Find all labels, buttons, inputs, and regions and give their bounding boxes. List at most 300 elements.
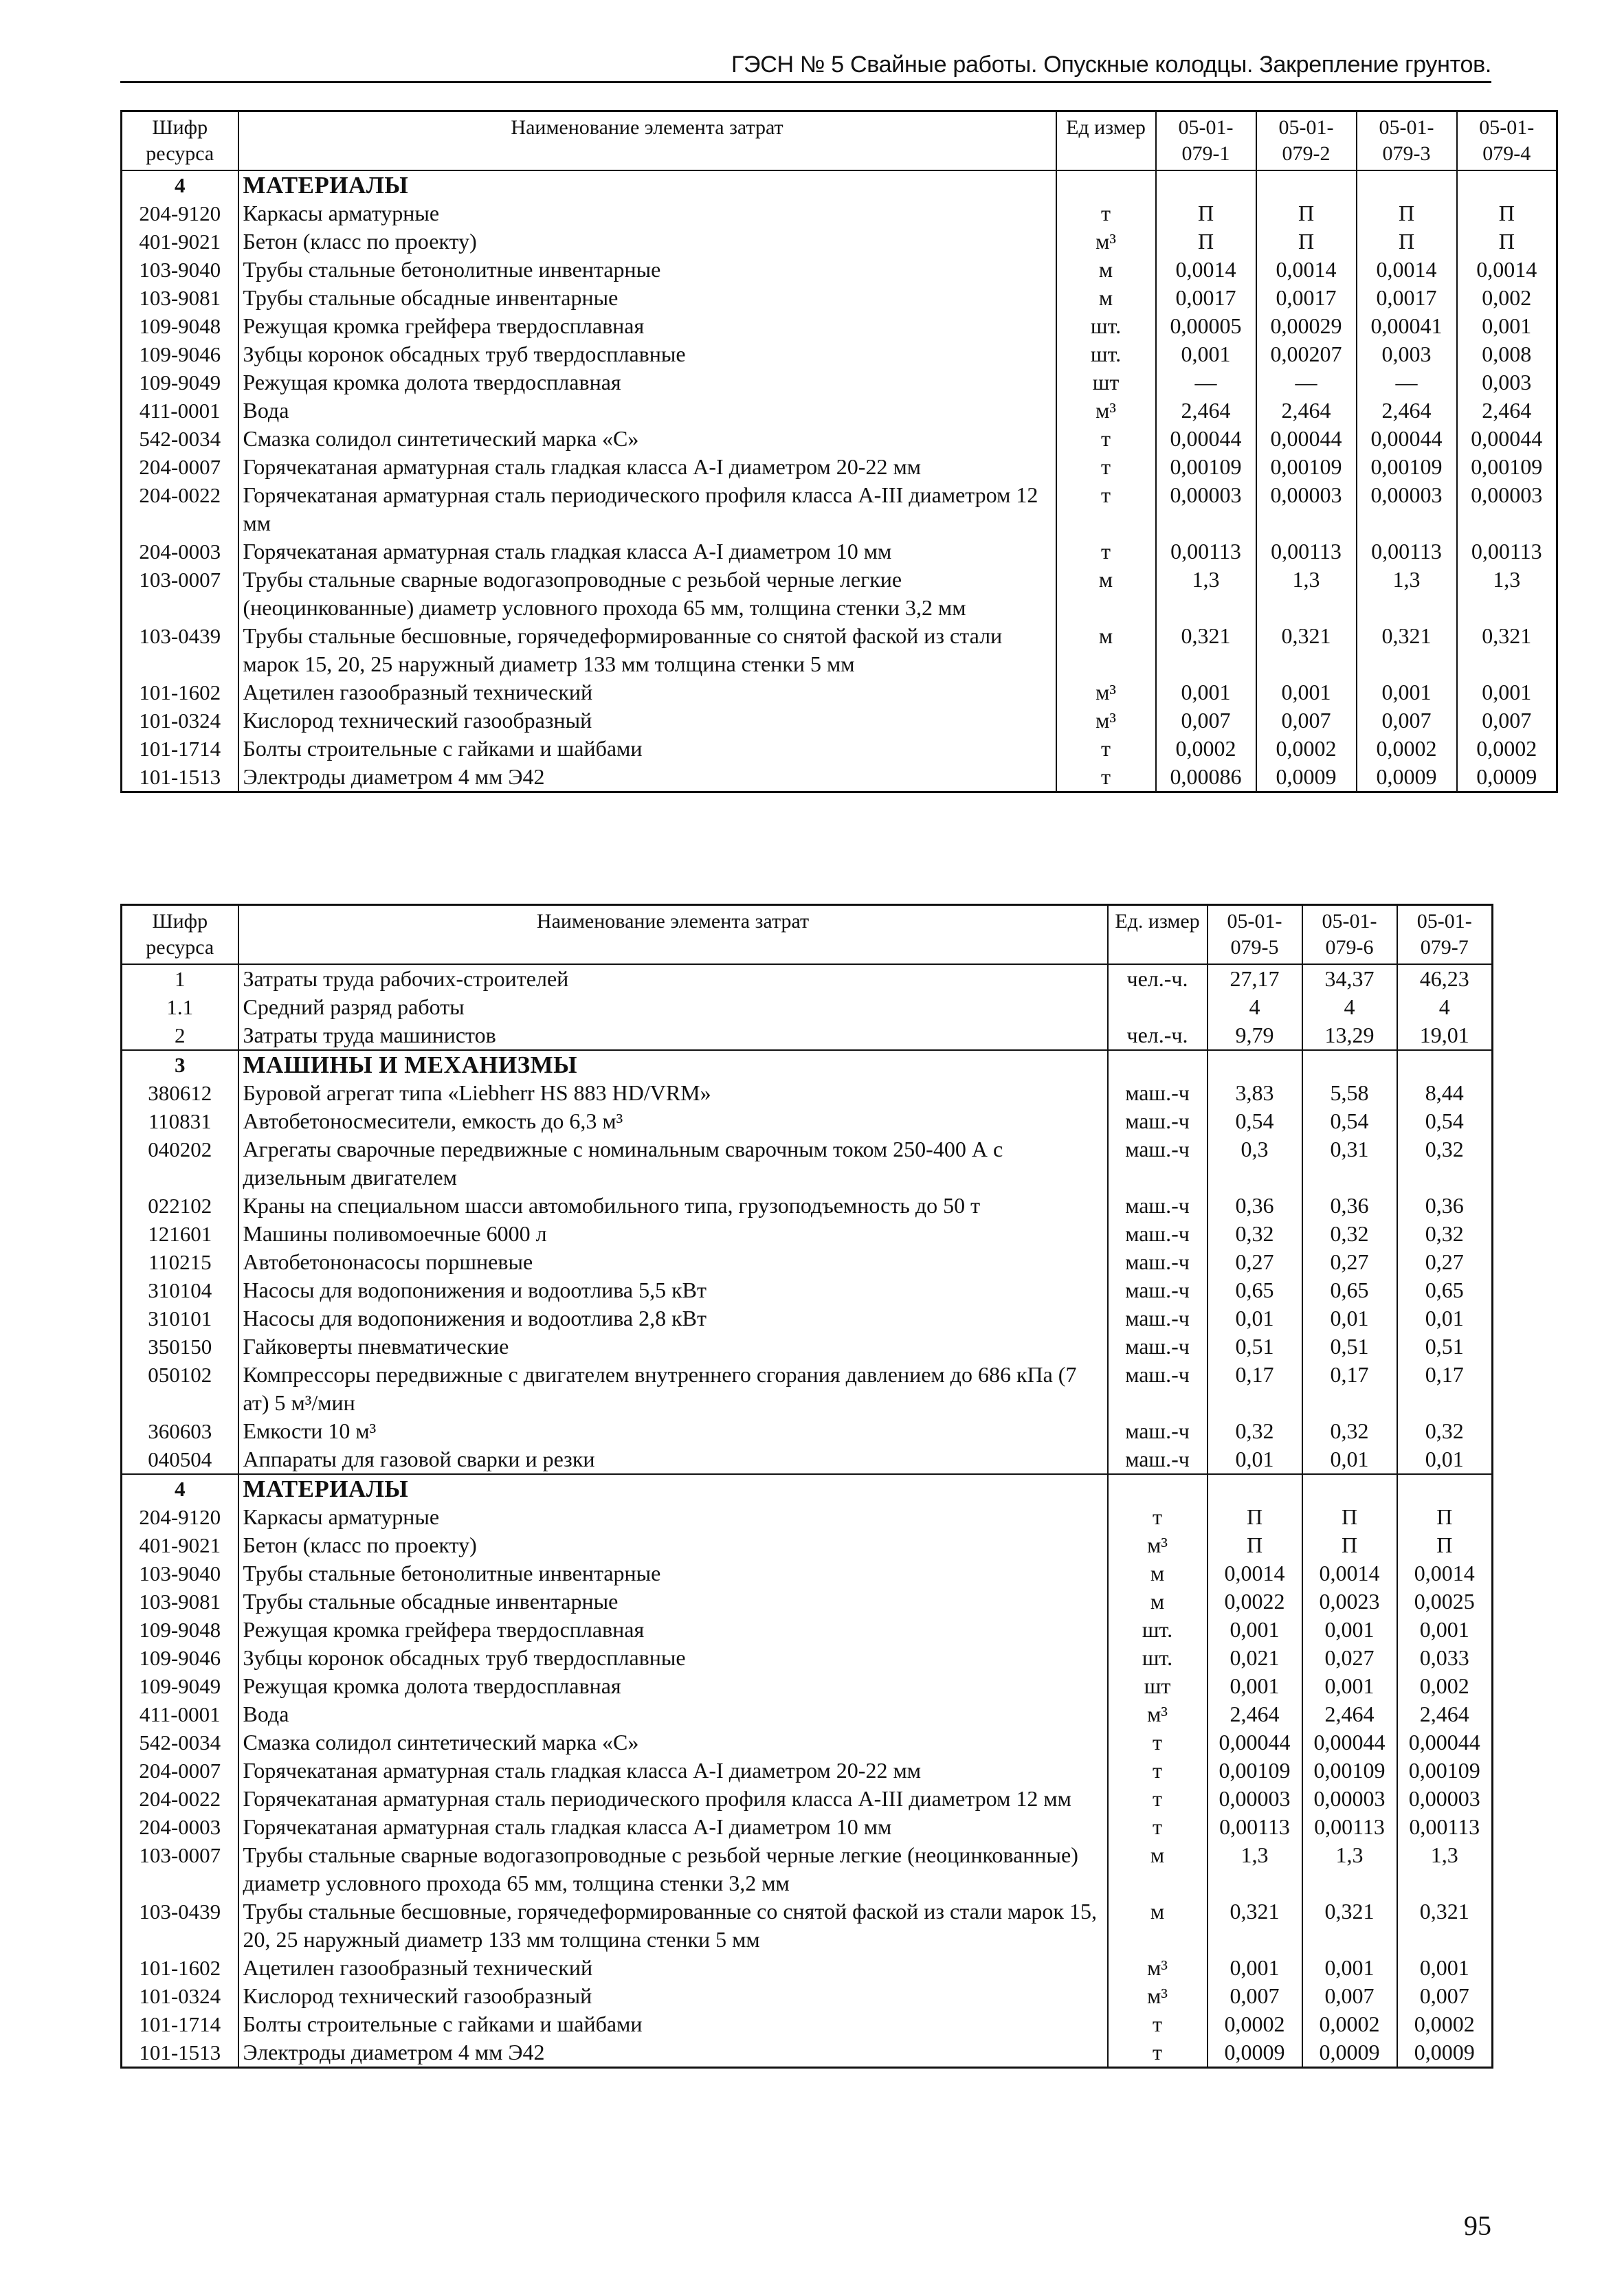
norm-value-cell: 0,007 xyxy=(1302,1982,1397,2010)
norm-value-cell: 4 xyxy=(1397,993,1493,1021)
norm-value-cell: 1,3 xyxy=(1208,1841,1302,1897)
cost-element-name-cell: Смазка солидол синтетический марка «С» xyxy=(238,425,1056,453)
norm-value-cell: 0,007 xyxy=(1208,1982,1302,2010)
norm-value-cell: 0,00113 xyxy=(1302,1813,1397,1841)
norm-value-cell: 0,51 xyxy=(1397,1333,1493,1361)
norm-value-cell: 0,0014 xyxy=(1357,256,1457,284)
unit-cell: т xyxy=(1056,763,1156,792)
table-row xyxy=(122,993,1493,1021)
unit-cell: м³ xyxy=(1108,1531,1208,1559)
table-row xyxy=(122,1757,1493,1785)
unit-cell: маш.-ч xyxy=(1108,1220,1208,1248)
resource-code-cell: 103-9040 xyxy=(122,256,238,284)
norm-value-cell: 3,83 xyxy=(1208,1079,1302,1107)
norm-value-cell: 0,00003 xyxy=(1457,481,1557,537)
resource-code-cell: 204-0007 xyxy=(122,453,238,481)
resource-code-cell: 401-9021 xyxy=(122,227,238,256)
resource-code-cell: 2 xyxy=(122,1021,238,1050)
norm-value-cell: 0,54 xyxy=(1208,1107,1302,1135)
norm-value-cell: 0,01 xyxy=(1302,1304,1397,1333)
resource-code-cell: 1 xyxy=(122,964,238,993)
norm-value-cell: 0,00003 xyxy=(1208,1785,1302,1813)
unit-cell: т xyxy=(1108,1503,1208,1531)
section-row xyxy=(122,1474,1493,1503)
unit-cell: т xyxy=(1108,1813,1208,1841)
cost-element-name-cell: Болты строительные с гайками и шайбами xyxy=(238,2010,1108,2038)
cost-element-name-cell: Вода xyxy=(238,1700,1108,1728)
norm-value-cell xyxy=(1208,1050,1302,1079)
resource-code-cell: 542-0034 xyxy=(122,425,238,453)
unit-cell: шт xyxy=(1108,1672,1208,1700)
header-norm-code: 05-01-079-2 xyxy=(1256,111,1357,171)
table-row xyxy=(122,1107,1493,1135)
norm-value-cell: П xyxy=(1457,199,1557,227)
unit-cell: маш.-ч xyxy=(1108,1445,1208,1474)
unit-cell: м xyxy=(1056,284,1156,312)
resource-code-cell: 204-0007 xyxy=(122,1757,238,1785)
norm-value-cell: 0,65 xyxy=(1302,1276,1397,1304)
table-row xyxy=(122,425,1557,453)
norm-value-cell: 13,29 xyxy=(1302,1021,1397,1050)
table-row xyxy=(122,706,1557,735)
table-row xyxy=(122,1220,1493,1248)
table-row xyxy=(122,1672,1493,1700)
cost-element-name-cell: Бетон (класс по проекту) xyxy=(238,1531,1108,1559)
norm-value-cell: 0,007 xyxy=(1397,1982,1493,2010)
table-row xyxy=(122,1531,1493,1559)
cost-element-name-cell: МАТЕРИАЛЫ xyxy=(238,170,1056,199)
norm-value-cell: 0,00113 xyxy=(1457,537,1557,566)
norm-value-cell: 0,31 xyxy=(1302,1135,1397,1192)
norm-value-cell: 1,3 xyxy=(1457,566,1557,622)
norm-value-cell: 0,54 xyxy=(1397,1107,1493,1135)
cost-element-name-cell: Трубы стальные обсадные инвентарные xyxy=(238,284,1056,312)
norm-value-cell: 0,001 xyxy=(1357,678,1457,706)
norm-value-cell: 0,001 xyxy=(1208,1672,1302,1700)
norm-value-cell: 0,01 xyxy=(1397,1445,1493,1474)
cost-element-name-cell: Болты строительные с гайками и шайбами xyxy=(238,735,1056,763)
norm-value-cell: 0,00044 xyxy=(1256,425,1357,453)
norm-value-cell: 0,001 xyxy=(1397,1616,1493,1644)
norm-value-cell: 4 xyxy=(1208,993,1302,1021)
norm-value-cell: 0,321 xyxy=(1208,1897,1302,1954)
norm-value-cell: 0,001 xyxy=(1457,678,1557,706)
norm-value-cell: 0,17 xyxy=(1302,1361,1397,1417)
unit-cell: т xyxy=(1056,481,1156,537)
table-header-row xyxy=(122,905,1493,965)
resource-code-cell: 109-9049 xyxy=(122,1672,238,1700)
norm-value-cell: 0,01 xyxy=(1397,1304,1493,1333)
norm-value-cell: 1,3 xyxy=(1302,1841,1397,1897)
norm-value-cell: 0,021 xyxy=(1208,1644,1302,1672)
unit-cell: м³ xyxy=(1056,227,1156,256)
cost-element-name-cell: Каркасы арматурные xyxy=(238,199,1056,227)
norm-value-cell: 0,0009 xyxy=(1357,763,1457,792)
norm-value-cell: 2,464 xyxy=(1156,397,1256,425)
resource-code-cell: 109-9048 xyxy=(122,312,238,340)
norm-value-cell xyxy=(1156,170,1256,199)
norm-value-cell: 0,01 xyxy=(1302,1445,1397,1474)
norm-value-cell: 0,00003 xyxy=(1397,1785,1493,1813)
cost-element-name-cell: Электроды диаметром 4 мм Э42 xyxy=(238,2038,1108,2068)
unit-cell: шт. xyxy=(1056,340,1156,368)
table-row xyxy=(122,1248,1493,1276)
norm-value-cell: 1,3 xyxy=(1156,566,1256,622)
norm-value-cell: 0,00003 xyxy=(1357,481,1457,537)
unit-cell: шт xyxy=(1056,368,1156,397)
resource-code-cell: 103-0007 xyxy=(122,1841,238,1897)
resource-code-cell: 103-9081 xyxy=(122,284,238,312)
cost-element-name-cell: Электроды диаметром 4 мм Э42 xyxy=(238,763,1056,792)
unit-cell: м xyxy=(1056,256,1156,284)
norm-value-cell: 0,007 xyxy=(1156,706,1256,735)
norm-value-cell: 2,464 xyxy=(1457,397,1557,425)
table-row xyxy=(122,2010,1493,2038)
resource-code-cell: 101-1602 xyxy=(122,678,238,706)
norm-value-cell xyxy=(1302,1474,1397,1503)
table-row xyxy=(122,1417,1493,1445)
table-row xyxy=(122,678,1557,706)
norm-value-cell: 19,01 xyxy=(1397,1021,1493,1050)
norm-value-cell: П xyxy=(1156,227,1256,256)
resource-code-cell: 401-9021 xyxy=(122,1531,238,1559)
table-row xyxy=(122,1559,1493,1588)
table-row xyxy=(122,453,1557,481)
norm-value-cell xyxy=(1208,1474,1302,1503)
norm-value-cell: 0,007 xyxy=(1457,706,1557,735)
norm-value-cell: П xyxy=(1302,1531,1397,1559)
cost-element-name-cell: Вода xyxy=(238,397,1056,425)
cost-element-name-cell: Емкости 10 м³ xyxy=(238,1417,1108,1445)
norm-value-cell: 0,27 xyxy=(1397,1248,1493,1276)
unit-cell: м xyxy=(1108,1897,1208,1954)
norm-value-cell: 0,0014 xyxy=(1397,1559,1493,1588)
resource-code-cell: 103-9081 xyxy=(122,1588,238,1616)
norm-value-cell: 2,464 xyxy=(1397,1700,1493,1728)
cost-element-name-cell: Затраты труда рабочих-строителей xyxy=(238,964,1108,993)
unit-cell: шт. xyxy=(1108,1616,1208,1644)
norm-value-cell: 0,00109 xyxy=(1457,453,1557,481)
table-row xyxy=(122,622,1557,678)
norm-value-cell: 0,001 xyxy=(1256,678,1357,706)
norm-value-cell: 0,00041 xyxy=(1357,312,1457,340)
unit-cell xyxy=(1108,1050,1208,1079)
table-row xyxy=(122,256,1557,284)
norm-value-cell: 4 xyxy=(1302,993,1397,1021)
resource-code-cell: 1.1 xyxy=(122,993,238,1021)
norm-value-cell: 2,464 xyxy=(1208,1700,1302,1728)
norm-value-cell: 0,0014 xyxy=(1256,256,1357,284)
cost-element-name-cell: Трубы стальные бетонолитные инвентарные xyxy=(238,1559,1108,1588)
unit-cell: маш.-ч xyxy=(1108,1304,1208,1333)
table-row xyxy=(122,368,1557,397)
norm-value-cell: 1,3 xyxy=(1357,566,1457,622)
resource-code-cell: 310101 xyxy=(122,1304,238,1333)
norm-value-cell: 0,002 xyxy=(1397,1672,1493,1700)
cost-element-name-cell: Горячекатаная арматурная сталь гладкая класса А-I диаметром 20-22 мм xyxy=(238,453,1056,481)
header-cost-element-name: Наименование элемента затрат xyxy=(238,905,1108,965)
norm-value-cell: 0,00109 xyxy=(1357,453,1457,481)
norm-value-cell: П xyxy=(1357,227,1457,256)
cost-element-name-cell: Средний разряд работы xyxy=(238,993,1108,1021)
table-body-top xyxy=(122,170,1557,792)
norm-value-cell xyxy=(1397,1050,1493,1079)
norm-value-cell: 0,3 xyxy=(1208,1135,1302,1192)
norm-value-cell: П xyxy=(1457,227,1557,256)
unit-cell: т xyxy=(1108,2038,1208,2068)
resource-code-cell: 4 xyxy=(122,1474,238,1503)
norm-value-cell: 0,0002 xyxy=(1256,735,1357,763)
norm-value-cell: 0,17 xyxy=(1208,1361,1302,1417)
norm-value-cell: 0,0014 xyxy=(1457,256,1557,284)
resource-code-cell: 542-0034 xyxy=(122,1728,238,1757)
header-unit: Ед измер xyxy=(1056,111,1156,171)
norm-value-cell: — xyxy=(1256,368,1357,397)
unit-cell: м³ xyxy=(1056,678,1156,706)
norm-value-cell: 0,00113 xyxy=(1256,537,1357,566)
unit-cell: т xyxy=(1056,453,1156,481)
norm-value-cell: 0,0014 xyxy=(1302,1559,1397,1588)
norm-value-cell: 0,00109 xyxy=(1302,1757,1397,1785)
norm-value-cell: 1,3 xyxy=(1256,566,1357,622)
table-row xyxy=(122,1445,1493,1474)
norm-value-cell: 0,00113 xyxy=(1156,537,1256,566)
norm-value-cell: П xyxy=(1208,1503,1302,1531)
norm-value-cell: 0,17 xyxy=(1397,1361,1493,1417)
norm-value-cell: 0,00086 xyxy=(1156,763,1256,792)
cost-element-name-cell: Гайковерты пневматические xyxy=(238,1333,1108,1361)
norm-value-cell: 0,00003 xyxy=(1256,481,1357,537)
norm-value-cell: 0,0009 xyxy=(1256,763,1357,792)
header-norm-code: 05-01-079-7 xyxy=(1397,905,1493,965)
cost-element-name-cell: Автобетононасосы поршневые xyxy=(238,1248,1108,1276)
table-row xyxy=(122,1644,1493,1672)
norm-value-cell: 0,0002 xyxy=(1208,2010,1302,2038)
norm-value-cell: 0,0009 xyxy=(1457,763,1557,792)
resource-code-cell: 411-0001 xyxy=(122,397,238,425)
unit-cell: маш.-ч xyxy=(1108,1192,1208,1220)
resource-code-cell: 101-1513 xyxy=(122,763,238,792)
header-norm-code: 05-01-079-5 xyxy=(1208,905,1302,965)
norm-value-cell: 34,37 xyxy=(1302,964,1397,993)
unit-cell: маш.-ч xyxy=(1108,1333,1208,1361)
norm-value-cell: 0,321 xyxy=(1357,622,1457,678)
unit-cell: м³ xyxy=(1108,1700,1208,1728)
table-row xyxy=(122,1982,1493,2010)
table-row xyxy=(122,199,1557,227)
cost-element-name-cell: Трубы стальные обсадные инвентарные xyxy=(238,1588,1108,1616)
norm-value-cell: 0,007 xyxy=(1357,706,1457,735)
running-title: ГЭСН № 5 Свайные работы. Опускные колодцы. Закрепление грунтов. xyxy=(731,52,1491,78)
table-row xyxy=(122,1135,1493,1192)
norm-value-cell: 0,0002 xyxy=(1457,735,1557,763)
table-row xyxy=(122,1503,1493,1531)
norm-value-cell: 0,0022 xyxy=(1208,1588,1302,1616)
table-row xyxy=(122,397,1557,425)
norm-value-cell: 0,32 xyxy=(1397,1417,1493,1445)
cost-element-name-cell: Краны на специальном шасси автомобильного типа, грузоподъемность до 50 т xyxy=(238,1192,1108,1220)
resource-code-cell: 411-0001 xyxy=(122,1700,238,1728)
table-body-bottom xyxy=(122,964,1493,2068)
norm-value-cell: 0,00044 xyxy=(1208,1728,1302,1757)
unit-cell: т xyxy=(1108,1728,1208,1757)
table-row xyxy=(122,312,1557,340)
norm-value-cell: 0,0017 xyxy=(1156,284,1256,312)
norm-value-cell: 0,007 xyxy=(1256,706,1357,735)
header-unit: Ед. измер xyxy=(1108,905,1208,965)
resource-code-cell: 103-9040 xyxy=(122,1559,238,1588)
cost-element-name-cell: Режущая кромка долота твердосплавная xyxy=(238,368,1056,397)
cost-element-name-cell: Горячекатаная арматурная сталь гладкая класса А-I диаметром 10 мм xyxy=(238,1813,1108,1841)
norm-value-cell: П xyxy=(1256,227,1357,256)
norm-value-cell: 0,51 xyxy=(1208,1333,1302,1361)
norm-value-cell: 0,00109 xyxy=(1256,453,1357,481)
norm-value-cell: 0,27 xyxy=(1302,1248,1397,1276)
resource-code-cell: 050102 xyxy=(122,1361,238,1417)
norm-value-cell: 0,033 xyxy=(1397,1644,1493,1672)
norm-value-cell: 0,001 xyxy=(1208,1954,1302,1982)
cost-element-name-cell: Кислород технический газообразный xyxy=(238,706,1056,735)
resource-code-cell: 040504 xyxy=(122,1445,238,1474)
norm-value-cell: 0,001 xyxy=(1397,1954,1493,1982)
norm-value-cell: 0,001 xyxy=(1302,1616,1397,1644)
norm-value-cell: 0,01 xyxy=(1208,1445,1302,1474)
resource-code-cell: 204-0022 xyxy=(122,481,238,537)
resource-code-cell: 204-9120 xyxy=(122,1503,238,1531)
norm-value-cell: 0,65 xyxy=(1397,1276,1493,1304)
unit-cell: чел.-ч. xyxy=(1108,1021,1208,1050)
page-number: 95 xyxy=(1464,2210,1491,2241)
unit-cell: маш.-ч xyxy=(1108,1417,1208,1445)
norm-value-cell: 0,00044 xyxy=(1397,1728,1493,1757)
resource-code-cell: 204-0022 xyxy=(122,1785,238,1813)
norm-value-cell: 0,0002 xyxy=(1397,2010,1493,2038)
resource-code-cell: 103-0439 xyxy=(122,1897,238,1954)
table-row xyxy=(122,1021,1493,1050)
norm-value-cell: 0,321 xyxy=(1457,622,1557,678)
norm-value-cell: 0,00109 xyxy=(1397,1757,1493,1785)
cost-element-name-cell: Ацетилен газообразный технический xyxy=(238,678,1056,706)
unit-cell: м xyxy=(1108,1588,1208,1616)
unit-cell: м xyxy=(1056,566,1156,622)
table-row xyxy=(122,763,1557,792)
cost-element-name-cell: Режущая кромка грейфера твердосплавная xyxy=(238,1616,1108,1644)
norm-value-cell: 0,0017 xyxy=(1256,284,1357,312)
table-row xyxy=(122,1192,1493,1220)
unit-cell: маш.-ч xyxy=(1108,1135,1208,1192)
norm-value-cell: 0,51 xyxy=(1302,1333,1397,1361)
resource-code-cell: 360603 xyxy=(122,1417,238,1445)
norm-value-cell: 2,464 xyxy=(1357,397,1457,425)
resource-code-cell: 109-9048 xyxy=(122,1616,238,1644)
norm-value-cell: 0,0014 xyxy=(1208,1559,1302,1588)
unit-cell: чел.-ч. xyxy=(1108,964,1208,993)
norm-value-cell: 0,00109 xyxy=(1156,453,1256,481)
norm-value-cell: П xyxy=(1397,1531,1493,1559)
resource-code-cell: 121601 xyxy=(122,1220,238,1248)
unit-cell: м³ xyxy=(1108,1954,1208,1982)
unit-cell: м xyxy=(1108,1559,1208,1588)
table-row xyxy=(122,735,1557,763)
unit-cell: маш.-ч xyxy=(1108,1079,1208,1107)
norm-value-cell: 0,002 xyxy=(1457,284,1557,312)
norm-value-cell: 0,0023 xyxy=(1302,1588,1397,1616)
cost-element-name-cell: Смазка солидол синтетический марка «С» xyxy=(238,1728,1108,1757)
norm-value-cell: 0,00113 xyxy=(1208,1813,1302,1841)
resource-code-cell: 110831 xyxy=(122,1107,238,1135)
unit-cell: м xyxy=(1108,1841,1208,1897)
unit-cell: м³ xyxy=(1108,1982,1208,2010)
resource-code-cell: 3 xyxy=(122,1050,238,1079)
norm-value-cell: 5,58 xyxy=(1302,1079,1397,1107)
table-row xyxy=(122,1841,1493,1897)
resource-code-cell: 101-1513 xyxy=(122,2038,238,2068)
norm-value-cell: П xyxy=(1397,1503,1493,1531)
cost-element-name-cell: МАШИНЫ И МЕХАНИЗМЫ xyxy=(238,1050,1108,1079)
resource-code-cell: 109-9046 xyxy=(122,340,238,368)
table-row xyxy=(122,1897,1493,1954)
norm-value-cell: 0,32 xyxy=(1397,1220,1493,1248)
cost-element-name-cell: Трубы стальные бесшовные, горячедеформированные со снятой фаской из стали марок 15, 20, 25 наружный диаметр 133 мм толщина стенки 5 мм xyxy=(238,622,1056,678)
norm-value-cell: 0,0017 xyxy=(1357,284,1457,312)
norm-value-cell: 0,36 xyxy=(1302,1192,1397,1220)
header-norm-code: 05-01-079-1 xyxy=(1156,111,1256,171)
cost-element-name-cell: Каркасы арматурные xyxy=(238,1503,1108,1531)
cost-element-name-cell: МАТЕРИАЛЫ xyxy=(238,1474,1108,1503)
norm-value-cell: 2,464 xyxy=(1256,397,1357,425)
resource-code-cell: 110215 xyxy=(122,1248,238,1276)
norm-value-cell: 0,0009 xyxy=(1302,2038,1397,2068)
norm-value-cell: П xyxy=(1357,199,1457,227)
norm-value-cell: 8,44 xyxy=(1397,1079,1493,1107)
table-row xyxy=(122,1276,1493,1304)
table-row xyxy=(122,1361,1493,1417)
resource-code-cell: 101-0324 xyxy=(122,1982,238,2010)
unit-cell: м³ xyxy=(1056,397,1156,425)
resource-code-cell: 103-0007 xyxy=(122,566,238,622)
norm-value-cell: 0,00113 xyxy=(1397,1813,1493,1841)
norm-value-cell: П xyxy=(1302,1503,1397,1531)
cost-element-name-cell: Режущая кромка долота твердосплавная xyxy=(238,1672,1108,1700)
resource-code-cell: 109-9046 xyxy=(122,1644,238,1672)
unit-cell: маш.-ч xyxy=(1108,1276,1208,1304)
table-row xyxy=(122,1616,1493,1644)
cost-element-name-cell: Кислород технический газообразный xyxy=(238,1982,1108,2010)
norm-value-cell: П xyxy=(1156,199,1256,227)
header-rule xyxy=(120,81,1491,83)
table-row xyxy=(122,1728,1493,1757)
norm-value-cell: 0,00044 xyxy=(1357,425,1457,453)
table-row xyxy=(122,2038,1493,2068)
norm-value-cell xyxy=(1397,1474,1493,1503)
cost-element-name-cell: Горячекатаная арматурная сталь периодического профиля класса А-III диаметром 12 мм xyxy=(238,481,1056,537)
norm-value-cell: 0,32 xyxy=(1208,1220,1302,1248)
cost-element-name-cell: Горячекатаная арматурная сталь периодического профиля класса А-III диаметром 12 мм xyxy=(238,1785,1108,1813)
resource-code-cell: 101-1602 xyxy=(122,1954,238,1982)
resource-code-cell: 101-0324 xyxy=(122,706,238,735)
norm-value-cell: 0,32 xyxy=(1302,1417,1397,1445)
resource-code-cell: 101-1714 xyxy=(122,2010,238,2038)
norm-value-cell xyxy=(1357,170,1457,199)
resource-code-cell: 380612 xyxy=(122,1079,238,1107)
cost-element-name-cell: Насосы для водопонижения и водоотлива 2,8 кВт xyxy=(238,1304,1108,1333)
unit-cell: маш.-ч xyxy=(1108,1107,1208,1135)
unit-cell xyxy=(1108,1474,1208,1503)
norm-value-cell: 0,36 xyxy=(1208,1192,1302,1220)
table-row xyxy=(122,1333,1493,1361)
table-row xyxy=(122,1079,1493,1107)
norm-value-cell: 0,001 xyxy=(1208,1616,1302,1644)
